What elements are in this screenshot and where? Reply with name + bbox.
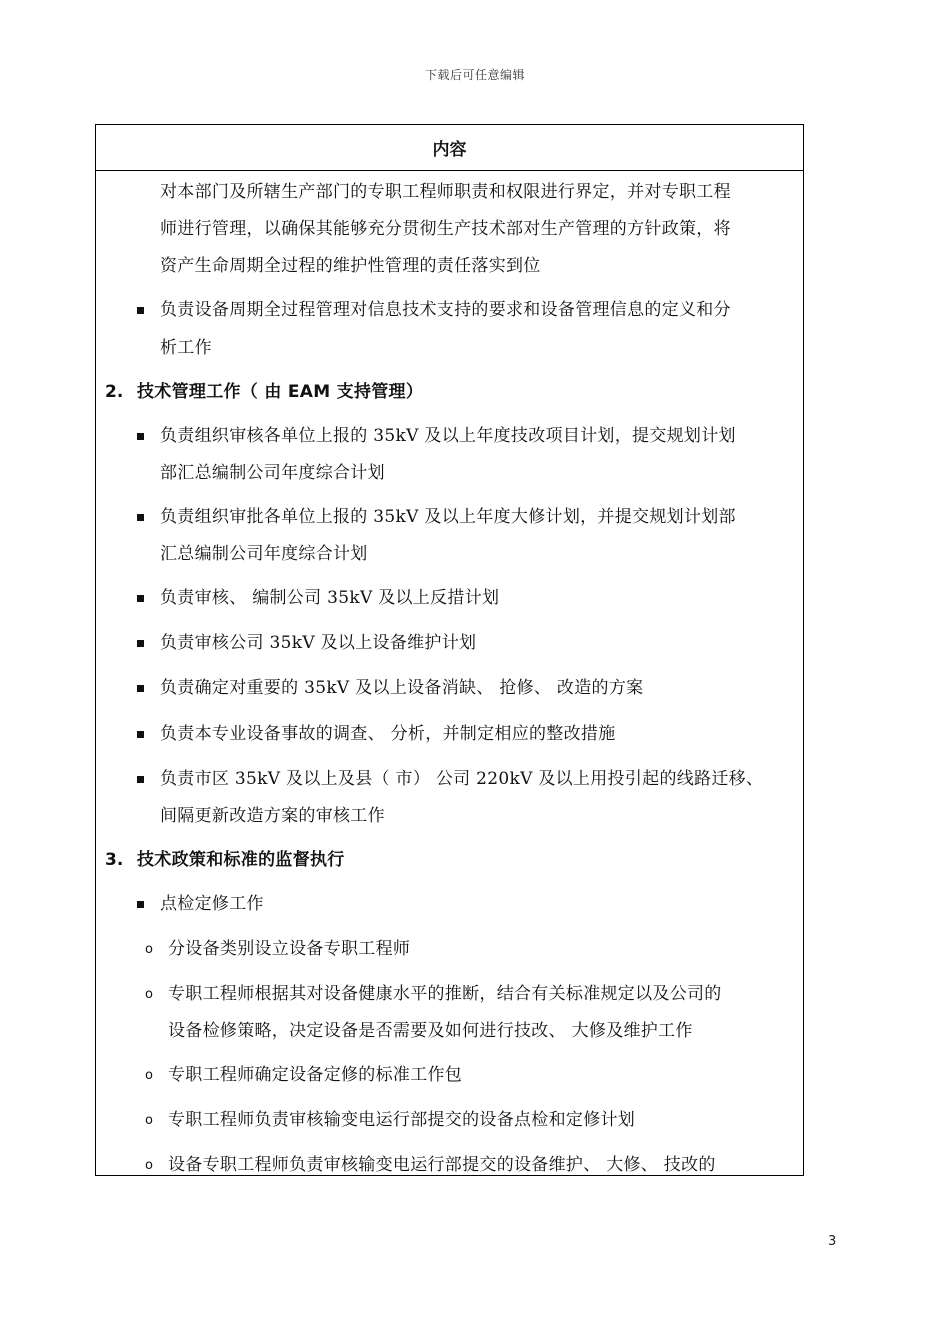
list-item-line: 部汇总编制公司年度综合计划 xyxy=(160,463,385,483)
sub-list-item-line: 专职工程师确定设备定修的标准工作包 xyxy=(168,1065,463,1085)
list-item-line: 负责组织审核各单位上报的 35kV 及以上年度技改项目计划，提交规划计划 xyxy=(160,426,736,446)
list-item-line: 析工作 xyxy=(160,338,212,358)
paragraph-line: 师进行管理，以确保其能够充分贯彻生产技术部对生产管理的方针政策，将 xyxy=(160,219,731,239)
list-item-line: 负责审核、 编制公司 35kV 及以上反措计划 xyxy=(160,588,500,608)
list-item-line: 间隔更新改造方案的审核工作 xyxy=(160,806,385,826)
circle-bullet-icon: o xyxy=(145,1113,153,1128)
list-item-line: 负责组织审批各单位上报的 35kV 及以上年度大修计划，并提交规划计划部 xyxy=(160,507,736,527)
page-header-watermark: 下载后可任意编辑 xyxy=(424,68,525,82)
square-bullet-icon xyxy=(137,640,144,647)
sub-list-item-line: 专职工程师根据其对设备健康水平的推断，结合有关标准规定以及公司的 xyxy=(168,984,722,1004)
circle-bullet-icon: o xyxy=(145,1068,153,1083)
circle-bullet-icon: o xyxy=(145,942,153,957)
section-heading: 技术管理工作（ 由 EAM 支持管理） xyxy=(137,382,424,402)
square-bullet-icon xyxy=(137,433,144,440)
square-bullet-icon xyxy=(137,595,144,602)
circle-bullet-icon: o xyxy=(145,1158,153,1173)
list-item-line: 负责确定对重要的 35kV 及以上设备消缺、 抢修、 改造的方案 xyxy=(160,678,644,698)
square-bullet-icon xyxy=(137,307,144,314)
page-number: 3 xyxy=(828,1234,837,1249)
sub-list-item-line: 专职工程师负责审核输变电运行部提交的设备点检和定修计划 xyxy=(168,1110,636,1130)
table-header-label: 内容 xyxy=(432,140,467,160)
sub-list-item-line: 设备专职工程师负责审核输变电运行部提交的设备维护、 大修、 技改的 xyxy=(168,1155,716,1175)
sub-list-item-line: 设备检修策略，决定设备是否需要及如何进行技改、 大修及维护工作 xyxy=(168,1021,693,1041)
list-item-line: 负责审核公司 35kV 及以上设备维护计划 xyxy=(160,633,477,653)
list-item-line: 负责本专业设备事故的调查、 分析，并制定相应的整改措施 xyxy=(160,724,616,744)
paragraph-line: 资产生命周期全过程的维护性管理的责任落实到位 xyxy=(160,256,541,276)
square-bullet-icon xyxy=(137,731,144,738)
square-bullet-icon xyxy=(137,901,144,908)
list-item-line: 负责设备周期全过程管理对信息技术支持的要求和设备管理信息的定义和分 xyxy=(160,300,731,320)
sub-list-item-line: 分设备类别设立设备专职工程师 xyxy=(168,939,411,959)
square-bullet-icon xyxy=(137,776,144,783)
paragraph-line: 对本部门及所辖生产部门的专职工程师职责和权限进行界定，并对专职工程 xyxy=(160,182,731,202)
section-heading: 技术政策和标准的监督执行 xyxy=(137,850,345,870)
list-item-line: 点检定修工作 xyxy=(160,894,264,914)
list-item-line: 负责市区 35kV 及以上及县（ 市） 公司 220kV 及以上用投引起的线路迁移、 xyxy=(160,769,764,789)
list-item-line: 汇总编制公司年度综合计划 xyxy=(160,544,368,564)
section-number: 3. xyxy=(105,850,124,870)
circle-bullet-icon: o xyxy=(145,987,153,1002)
table-header-cell xyxy=(96,125,803,171)
square-bullet-icon xyxy=(137,685,144,692)
section-number: 2. xyxy=(105,382,124,402)
square-bullet-icon xyxy=(137,514,144,521)
